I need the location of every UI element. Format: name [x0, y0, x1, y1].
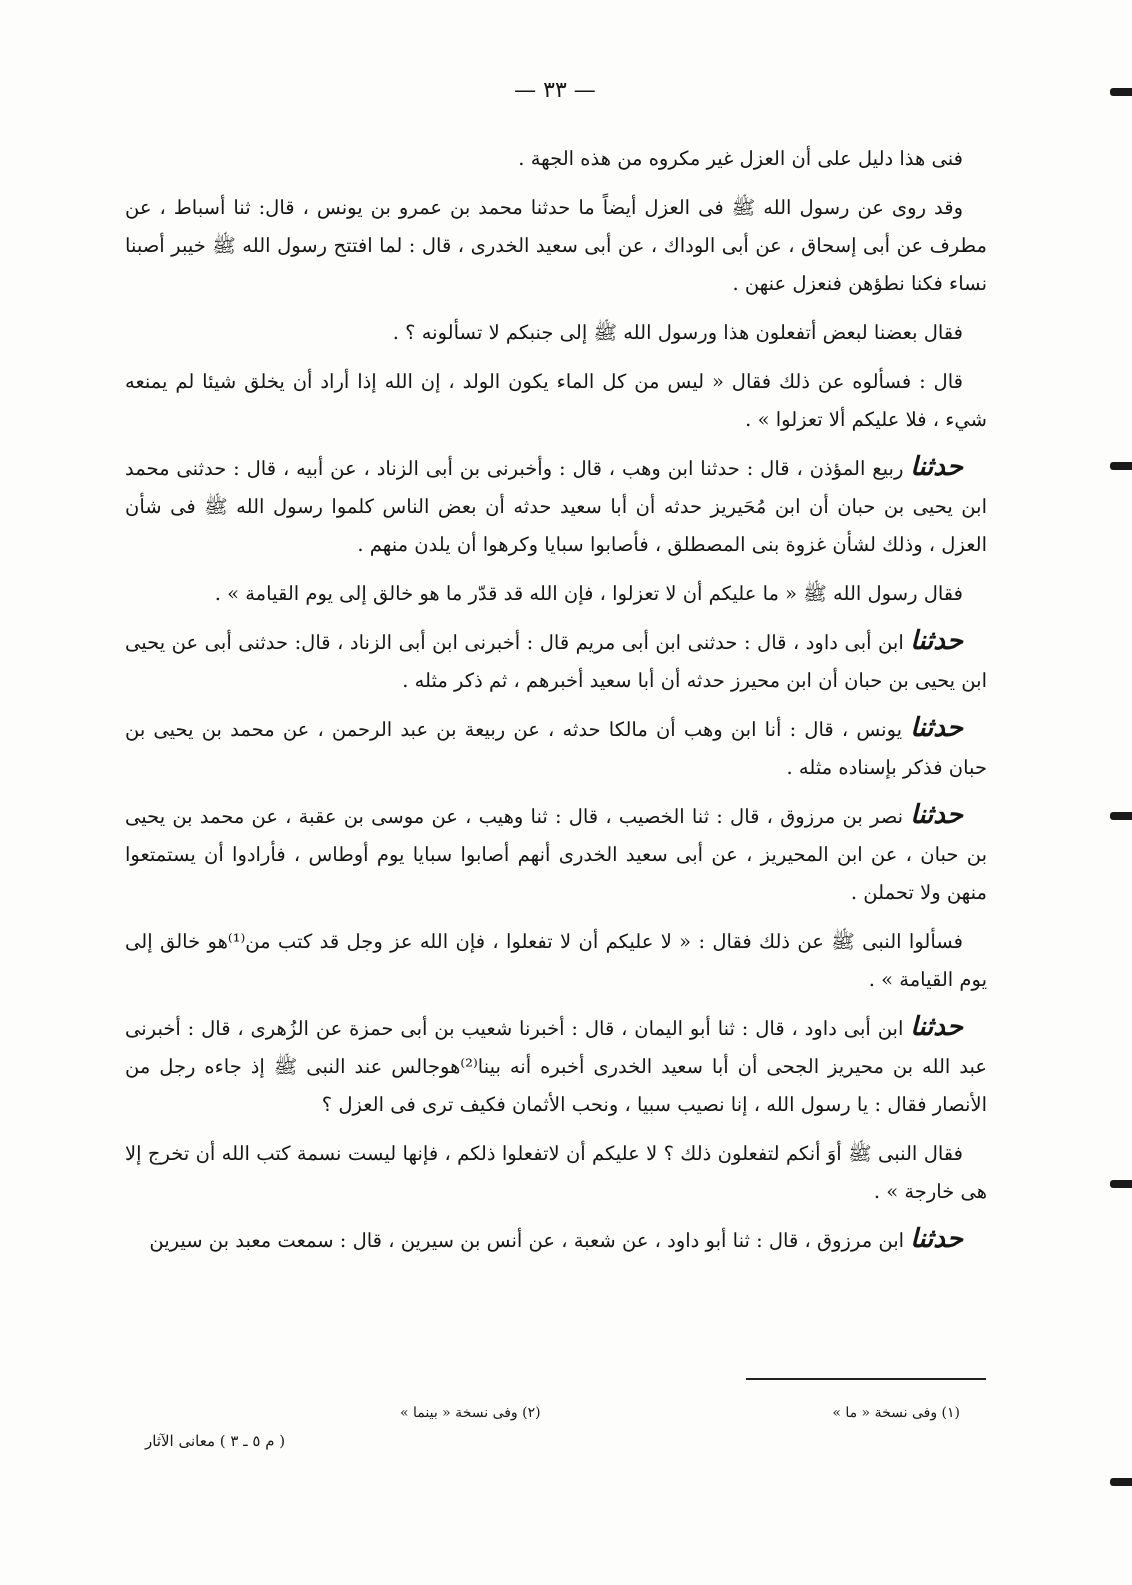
paragraph-1: [125, 138, 987, 178]
paragraph-11: [125, 1008, 987, 1124]
page-body: [125, 138, 987, 1269]
paragraph-lead: حدثنا: [910, 800, 963, 830]
paragraph-9: [125, 796, 987, 912]
paragraph-4: [125, 361, 987, 439]
paragraph-text: نصر بن مرزوق ، قال : ثنا الخصيب ، قال : ثنا وهيب ، عن موسى بن عقبة ، عن محمد بن يحيى بن حبان ، عن ابن المحيريز ، عن أبى سعيد الخدرى أنهم أصابوا سبايا يوم أوطاس ، فأرادوا أن يستمتعوا منهن ولا تحملن .: [125, 805, 987, 904]
page-number: — ٣٣ —: [514, 78, 596, 103]
paragraph-text: فنى هذا دليل على أن العزل غير مكروه من هذه الجهة .: [518, 147, 963, 170]
paragraph-text: يونس ، قال : أنا ابن وهب أن مالكا حدثه ، عن ربيعة بن عبد الرحمن ، عن محمد بن يحيى بن حبان فذكر بإسناده مثله .: [125, 718, 987, 779]
paragraph-text: وقد روى عن رسول الله ﷺ فى العزل أيضاً ما حدثنا محمد بن عمرو بن يونس ، قال: ثنا أسباط ، عن مطرف عن أبى إسحاق ، عن أبى الوداك ، عن أبى سعيد الخدرى ، قال : لما افتتح رسول الله ﷺ خيبر أصبنا نساء فكنا نطؤهن فنعزل عنهن .: [125, 196, 987, 295]
edge-mark: [1110, 88, 1132, 96]
paragraph-text: ابن مرزوق ، قال : ثنا أبو داود ، عن شعبة ، عن أنس بن سيرين ، قال : سمعت معبد بن سيرين: [149, 1229, 905, 1252]
footnote-2: (٢) وفى نسخة « بينما »: [400, 1405, 541, 1421]
paragraph-lead: حدثنا: [910, 626, 963, 656]
paragraph-6: [125, 573, 987, 613]
paragraph-10: [125, 921, 987, 999]
paragraph-lead: حدثنا: [910, 1224, 963, 1254]
paragraph-3: [125, 312, 987, 352]
paragraph-13: [125, 1220, 987, 1260]
footnotes: [400, 1402, 960, 1424]
paragraph-text: فقال رسول الله ﷺ « ما عليكم أن لا تعزلوا ، فإن الله قد قدّر ما هو خالق إلى يوم القيامة » .: [214, 582, 963, 605]
paragraph-text: ابن أبى داود ، قال : ثنا أبو اليمان ، قال : أخبرنا شعيب بن أبى حمزة عن الزُهرى ، قال : أخبرنى عبد الله بن محيريز الجحى أن أبا سعيد الخدرى أخبره أنه بينا⁽²⁾هوجالس عند النبى ﷺ إذ جاءه رجل من الأنصار فقال : يا رسول الله ، إنا نصيب سبيا ، ونحب الأثمان فكيف ترى فى العزل ؟: [125, 1017, 987, 1116]
paragraph-8: [125, 709, 987, 787]
paragraph-text: ربيع المؤذن ، قال : حدثنا ابن وهب ، قال : وأخبرنى بن أبى الزناد ، عن أبيه ، قال : حدثنى محمد ابن يحيى بن حبان أن ابن مُحَيريز حدثه أن أبا سعيد حدثه أن بعض الناس كلموا رسول الله ﷺ فى شأن العزل ، وذلك لشأن غزوة بنى المصطلق ، فأصابوا سبايا وكرهوا أن يلدن منهم .: [125, 457, 987, 556]
edge-mark: [1110, 1478, 1132, 1486]
paragraph-7: [125, 622, 987, 700]
paragraph-text: فقال بعضنا لبعض أتفعلون هذا ورسول الله ﷺ إلى جنبكم لا تسألونه ؟ .: [392, 321, 963, 344]
paragraph-text: فسألوا النبى ﷺ عن ذلك فقال : « لا عليكم أن لا تفعلوا ، فإن الله عز وجل قد كتب من⁽¹⁾هو خالق إلى يوم القيامة » .: [125, 930, 987, 991]
paragraph-text: ابن أبى داود ، قال : حدثنى ابن أبى مريم قال : أخبرنى ابن أبى الزناد ، قال: حدثنى أبى عن يحيى ابن يحيى بن حبان أن ابن محيرز حدثه أن أبا سعيد أخبرهم ، ثم ذكر مثله .: [125, 631, 987, 692]
paragraph-lead: حدثنا: [910, 452, 963, 482]
edge-mark: [1110, 462, 1132, 470]
paragraph-text: فقال النبى ﷺ أوَ أنكم لتفعلون ذلك ؟ لا عليكم أن لاتفعلوا ذلكم ، فإنها ليست نسمة كتب الله أن تخرج إلا هى خارجة » .: [125, 1142, 987, 1203]
paragraph-5: [125, 448, 987, 564]
paragraph-2: [125, 187, 987, 303]
edge-mark: [1110, 812, 1132, 820]
footnote-1: (١) وفى نسخة « ما »: [832, 1405, 960, 1421]
paragraph-lead: حدثنا: [910, 713, 963, 743]
paragraph-12: [125, 1133, 987, 1211]
page-signature: ( م ٥ ـ ٣ ) معانى الآثار: [145, 1432, 286, 1450]
paragraph-lead: حدثنا: [910, 1012, 964, 1042]
footnote-divider: [746, 1378, 986, 1380]
paragraph-text: قال : فسألوه عن ذلك فقال « ليس من كل الماء يكون الولد ، إن الله إذا أراد أن يخلق شيئا لم يمنعه شيء ، فلا عليكم ألا تعزلوا » .: [125, 370, 987, 431]
edge-mark: [1110, 1180, 1132, 1188]
